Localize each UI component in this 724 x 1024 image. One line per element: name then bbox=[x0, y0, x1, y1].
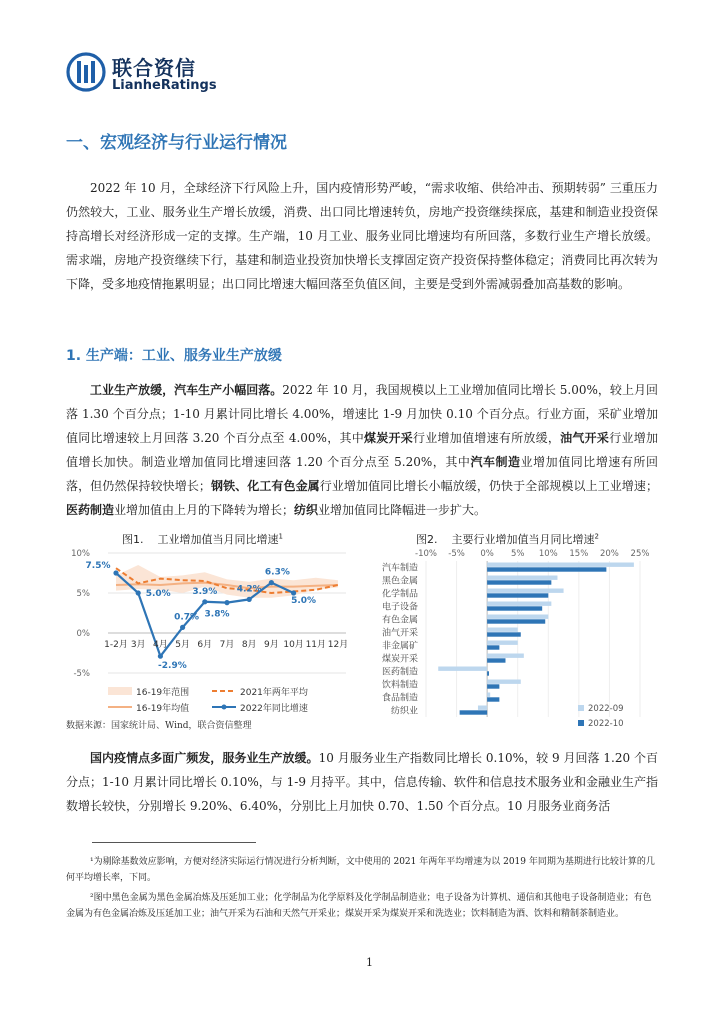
logo-text-en: LianheRatings bbox=[112, 78, 217, 93]
fig1-title-text: 工业增加值当月同比增速 bbox=[157, 533, 279, 546]
fig2-x-tick-label: 0% bbox=[480, 549, 494, 559]
legend-2021-label: 2021年两年平均 bbox=[240, 688, 308, 698]
fig1-x-tick-label: 7月 bbox=[219, 640, 235, 650]
fig2-bar-2022-10 bbox=[487, 593, 548, 597]
fig1-line-chart bbox=[66, 545, 366, 715]
legend-swatch-2022-09 bbox=[578, 705, 584, 711]
fig2-bar-2022-10 bbox=[487, 697, 499, 701]
fig1-y-tick-label: -5% bbox=[73, 669, 90, 679]
para2-bold: 纺织 bbox=[294, 503, 319, 517]
fig2-category-label: 食品制造 bbox=[381, 693, 418, 704]
para2-bold: 钢铁、化工有色金属 bbox=[210, 479, 320, 493]
fig1-data-label: -2.9% bbox=[158, 661, 187, 672]
fig1-2022-point bbox=[224, 600, 229, 605]
fig1-x-tick-label: 4月 bbox=[153, 640, 168, 650]
fig1-data-label: 7.5% bbox=[85, 561, 111, 571]
fig1-x-tick-label: 11月 bbox=[305, 640, 327, 650]
fig2-bar-2022-09 bbox=[487, 680, 521, 684]
fig2-x-tick-label: 10% bbox=[538, 549, 558, 559]
para2-bold: 煤炭开采 bbox=[363, 431, 414, 445]
fig2-bar-2022-10 bbox=[487, 632, 521, 636]
fig2-x-tick-label: 15% bbox=[569, 549, 589, 559]
fig1-data-label: 6.3% bbox=[264, 567, 290, 578]
para2-text: 行业增加值增长加快。制造业增加值同比增速回落 1.20 个百分点至 5.20%，其中 bbox=[66, 431, 658, 469]
fig1-2022-point bbox=[269, 580, 274, 585]
fig2-bars bbox=[438, 563, 634, 715]
fig2-footnote-ref: 2 bbox=[594, 532, 599, 541]
fig1-data-label: 3.9% bbox=[192, 586, 218, 597]
fig1-x-tick-label: 9月 bbox=[264, 640, 279, 650]
fig2-bar-2022-09 bbox=[487, 615, 548, 619]
fig2-category-label: 非金属矿 bbox=[381, 641, 418, 652]
fig1-data-label: 3.8% bbox=[204, 609, 230, 620]
fig1-y-tick-label: 5% bbox=[76, 589, 90, 599]
fig1-legend bbox=[108, 686, 308, 714]
fig1-x-tick-label: 5月 bbox=[175, 640, 190, 650]
fig2-bar-2022-09 bbox=[487, 641, 518, 645]
fig1-x-tick-label: 3月 bbox=[130, 640, 146, 650]
para2-text: 业增加值同比增速有所回落，但仍然保持较快增长； bbox=[66, 455, 658, 493]
fig2-bar-2022-09 bbox=[487, 628, 518, 632]
para2-text: 2022 年 10 月，我国规模以上工业增加值同比增长 5.00%，较上月回落 1.30 个百分点；1-10 月累计同比增长 4.00%，增速比 1-9 月加快 0.10 个百分点。行业方面，采矿业增加值同比增速较上月回落 3.20 个百分点至 4.00%，其中 bbox=[66, 383, 658, 445]
fig2-bar-2022-09 bbox=[487, 576, 557, 580]
para2-bold: 医药制造 bbox=[66, 503, 115, 517]
subsection-title: 1. 生产端：工业、服务业生产放缓 bbox=[66, 348, 282, 364]
fig1-y-tick-label: 0% bbox=[76, 629, 90, 639]
fig2-category-label: 煤炭开采 bbox=[381, 654, 418, 665]
fig2-bar-2022-10 bbox=[487, 645, 499, 649]
services-paragraph bbox=[66, 746, 658, 818]
fig1-data-label: 4.2% bbox=[236, 584, 262, 595]
fig1-x-axis bbox=[104, 639, 348, 650]
fig2-bar-2022-09 bbox=[487, 589, 563, 593]
fig1-x-tick-label: 12月 bbox=[327, 640, 349, 650]
fig2-bar-2022-09 bbox=[438, 667, 487, 671]
legend-swatch-2022-10 bbox=[578, 720, 584, 726]
fig1-x-tick-label: 1-2月 bbox=[104, 640, 128, 650]
fig2-category-label: 电子设备 bbox=[381, 602, 418, 613]
fig1-footnote-ref: 1 bbox=[278, 532, 283, 541]
fig1-data-label: 5.0% bbox=[291, 596, 317, 606]
fig2-x-tick-label: -10% bbox=[415, 549, 437, 559]
legend-marker-2022 bbox=[222, 705, 227, 710]
lianhe-logo-icon bbox=[66, 52, 106, 92]
company-logo bbox=[66, 50, 236, 100]
footnote-divider bbox=[92, 842, 256, 843]
fig2-x-tick-label: -5% bbox=[448, 549, 465, 559]
para2-text: 行业增加值增速有所放缓， bbox=[413, 431, 561, 445]
legend-2022-10-label: 2022-10 bbox=[588, 719, 624, 729]
fig2-x-tick-label: 5% bbox=[510, 549, 525, 559]
fig2-bar-2022-10 bbox=[487, 606, 542, 610]
fig2-category-label: 医药制造 bbox=[381, 667, 418, 678]
page-number: 1 bbox=[366, 956, 373, 969]
para2-bold: 汽车制造 bbox=[470, 455, 521, 469]
industry-paragraph bbox=[66, 378, 658, 522]
fig2-bar-2022-09 bbox=[487, 602, 551, 606]
para2-text: 业增加值同比降幅进一步扩大。 bbox=[318, 503, 487, 517]
legend-2022-09-label: 2022-09 bbox=[588, 704, 624, 714]
para3-text: 10 月服务业生产指数同比增长 0.10%，较 9 月回落 1.20 个百分点；1-10 月累计同比增长 0.10%，与 1-9 月持平。其中，信息传输、软件和信息技术服务业和金融业生产指数增长较快，分别增长 9.20%、6.40%，分别比上月加快 0.70、1.50 个百分点。10 月服务业商务活 bbox=[66, 751, 658, 813]
fig2-bar-2022-10 bbox=[487, 567, 606, 571]
fig1-x-tick-label: 8月 bbox=[241, 640, 257, 650]
para3-lead: 国内疫情点多面广频发，服务业生产放缓。 bbox=[90, 751, 319, 765]
legend-range-label: 16-19年范围 bbox=[136, 688, 190, 698]
fig2-x-tick-label: 25% bbox=[630, 549, 650, 559]
data-source-note: 数据来源：国家统计局、Wind，联合资信整理 bbox=[66, 721, 252, 731]
fig2-x-tick-label: 20% bbox=[599, 549, 619, 559]
fig1-data-label: 5.0% bbox=[145, 589, 171, 599]
fig2-bar-2022-09 bbox=[487, 654, 524, 658]
fig2-category-label: 化学制品 bbox=[381, 589, 418, 600]
fig1-number: 图1. bbox=[122, 533, 144, 546]
section-title: 一、宏观经济与行业运行情况 bbox=[66, 133, 287, 153]
legend-2022-label: 2022年同比增速 bbox=[240, 704, 308, 714]
fig2-bar-2022-09 bbox=[487, 563, 634, 567]
fig1-y-tick-label: 10% bbox=[71, 549, 90, 559]
para2-lead: 工业生产放缓，汽车生产小幅回落。 bbox=[90, 383, 283, 397]
fig2-x-axis bbox=[415, 549, 649, 559]
fig2-category-label: 有色金属 bbox=[381, 615, 418, 626]
intro-paragraph: 2022 年 10 月，全球经济下行风险上升，国内疫情形势严峻，“需求收缩、供给冲击、预期转弱” 三重压力仍然较大，工业、服务业生产增长放缓，消费、出口同比增速转负，房地产投资继续探底，基建和制造业投资保持高增长对经济形成一定的支撑。生产端，10 月工业、服务业同比增速均有所回落，多数行业生产增长放缓。需求端，房地产投资继续下行，基建和制造业投资加快增长支撑固定资产投资保持整体稳定；消费同比再次转为下降，受多地疫情拖累明显；出口同比增速大幅回落至负值区间，主要是受到外需减弱叠加高基数的影响。 bbox=[66, 181, 658, 291]
legend-swatch-range bbox=[108, 687, 132, 695]
fig2-category-label: 纺织业 bbox=[390, 706, 418, 717]
fig2-bar-2022-10 bbox=[487, 671, 489, 675]
fig2-category-label: 油气开采 bbox=[381, 628, 418, 639]
fig2-bar-2022-09 bbox=[487, 693, 490, 697]
para2-text: 业增加值由上月的下降转为增长； bbox=[114, 503, 295, 517]
fig1-x-tick-label: 10月 bbox=[283, 640, 304, 650]
fig1-2022-point bbox=[158, 654, 163, 659]
fig1-2022-point bbox=[247, 597, 252, 602]
fig2-bar-2022-10 bbox=[487, 619, 545, 623]
footnote-2: ²图中黑色金属为黑色金属冶炼及压延加工业；化学制品为化学原料及化学制品制造业；电子设备为计算机、通信和其他电子设备制造业；有色金属为有色金属冶炼及压延加工业；油气开采为石油和天然气开采业；煤炭开采为煤炭开采和洗选业；饮料制造为酒、饮料和精制茶制造业。 bbox=[66, 893, 652, 919]
fig2-category-label: 汽车制造 bbox=[381, 563, 418, 574]
fig1-data-label: 0.7% bbox=[174, 612, 200, 623]
fig2-bar-2022-10 bbox=[487, 684, 499, 688]
fig1-2022-point bbox=[291, 590, 296, 595]
fig1-2022-point bbox=[202, 599, 207, 604]
fig2-title-text: 主要行业增加值当月同比增速 bbox=[451, 533, 595, 546]
fig2-category-labels bbox=[382, 562, 418, 717]
fig2-legend bbox=[578, 704, 624, 729]
fig2-bar-2022-10 bbox=[487, 658, 505, 662]
fig1-2022-point bbox=[136, 590, 141, 595]
fig1-x-tick-label: 6月 bbox=[197, 640, 213, 650]
para2-text: 行业增加值同比增长小幅放缓，仍快于全部规模以上工业增速； bbox=[319, 479, 658, 493]
fig2-bar-2022-10 bbox=[460, 710, 488, 714]
fig2-category-label: 饮料制造 bbox=[381, 680, 418, 691]
fig2-number: 图2. bbox=[416, 533, 438, 546]
footnote-1: ¹为剔除基数效应影响，方便对经济实际运行情况进行分析判断，文中使用的 2021 年两年平均增速为以 2019 年同期为基期进行比较计算的几何平均增长率，下同。 bbox=[66, 857, 655, 883]
legend-mean-label: 16-19年均值 bbox=[136, 704, 190, 714]
fig2-bar-2022-09 bbox=[478, 706, 487, 710]
fig1-2022-point bbox=[180, 625, 185, 630]
fig2-bar-chart bbox=[362, 545, 662, 730]
fig1-2022-point bbox=[113, 570, 118, 575]
logo-text-cn: 联合资信 bbox=[112, 56, 196, 80]
para2-bold: 油气开采 bbox=[560, 431, 610, 445]
fig2-bar-2022-10 bbox=[487, 580, 551, 584]
fig2-category-label: 黑色金属 bbox=[381, 576, 418, 587]
